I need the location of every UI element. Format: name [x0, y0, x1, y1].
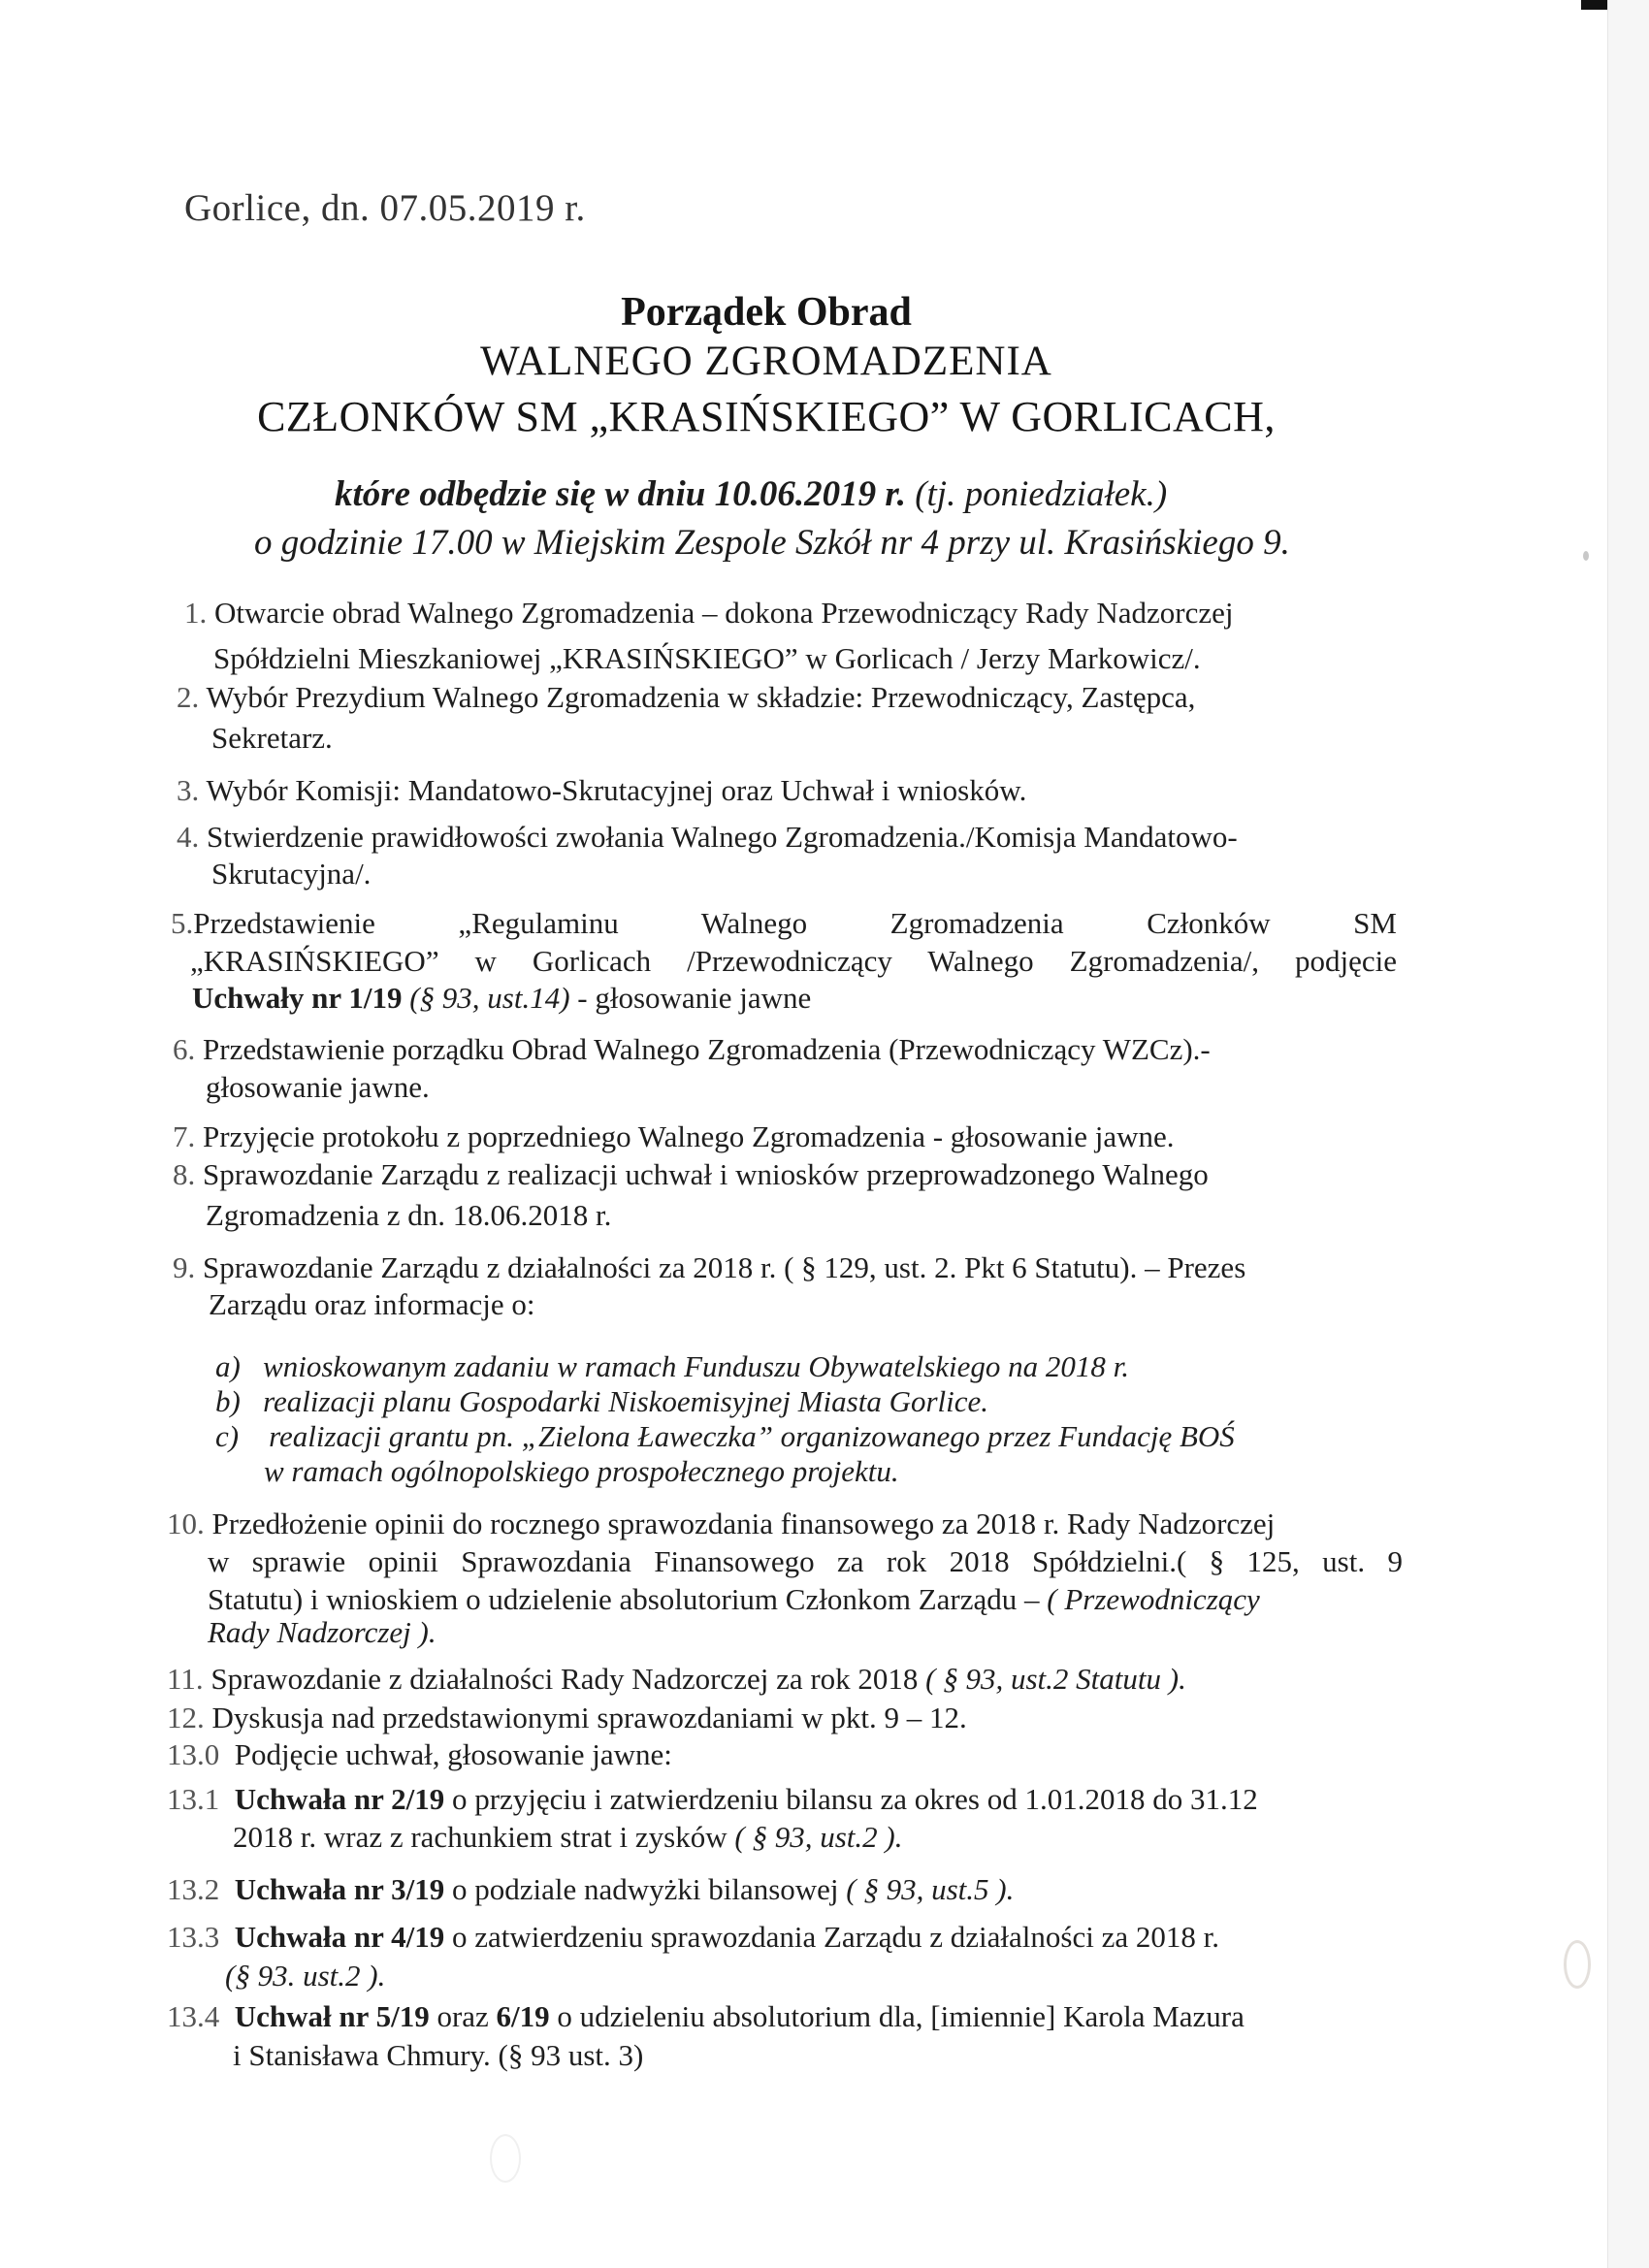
- resolution-3-19: Uchwała nr 3/19: [234, 1872, 445, 1906]
- scan-artifact-mark: [1564, 1940, 1591, 1989]
- document-date: Gorlice, dn. 07.05.2019 r.: [184, 187, 586, 229]
- agenda-item-13-3-line-2: (§ 93. ust.2 ).: [225, 1959, 386, 1993]
- meeting-date-line: [335, 473, 1167, 515]
- agenda-item-13-0: 13.0 Podjęcie uchwał, głosowanie jawne:: [167, 1737, 672, 1771]
- agenda-item-9-sub-c-line-2: w ramach ogólnopolskiego prospołecznego projektu.: [264, 1454, 899, 1488]
- title-line-1: Porządek Obrad: [621, 290, 912, 335]
- agenda-item-9-sub-c-line-1: c) realizacji grantu pn. „Zielona Ławeczka” organizowanego przez Fundację BOŚ: [215, 1419, 1235, 1453]
- resolution-2-19: Uchwała nr 2/19: [234, 1782, 445, 1816]
- agenda-item-9-sub-a: a) wnioskowanym zadaniu w ramach Funduszu Obywatelskiego na 2018 r.: [215, 1349, 1130, 1383]
- meeting-location-line: o godzinie 17.00 w Miejskim Zespole Szkół nr 4 przy ul. Krasińskiego 9.: [254, 523, 1290, 563]
- resolution-4-19: Uchwała nr 4/19: [234, 1920, 445, 1954]
- title-line-2: WALNEGO ZGROMADZENIA: [480, 339, 1052, 384]
- agenda-item-4-line-1: 4. Stwierdzenie prawidłowości zwołania Walnego Zgromadzenia./Komisja Mandatowo-: [177, 820, 1238, 854]
- meeting-date: które odbędzie się w dniu 10.06.2019 r.: [335, 474, 906, 514]
- agenda-item-13-3-line-1: 13.3 Uchwała nr 4/19 o zatwierdzeniu sprawozdania Zarządu z działalności za 2018 r.: [167, 1920, 1219, 1954]
- agenda-item-7: 7. Przyjęcie protokołu z poprzedniego Walnego Zgromadzenia - głosowanie jawne.: [173, 1119, 1175, 1153]
- agenda-item-4-line-2: Skrutacyjna/.: [211, 857, 372, 891]
- scan-artifact-mark: [490, 2134, 521, 2183]
- agenda-item-9-sub-b: b) realizacji planu Gospodarki Niskoemisyjnej Miasta Gorlice.: [215, 1384, 989, 1418]
- agenda-item-5-line-2: „KRASIŃSKIEGO” w Gorlicach /Przewodniczący Walnego Zgromadzenia/, podjęcie: [190, 944, 1397, 978]
- agenda-item-6-line-1: 6. Przedstawienie porządku Obrad Walnego Zgromadzenia (Przewodniczący WZCz).-: [173, 1032, 1211, 1066]
- title-line-3: CZŁONKÓW SM „KRASIŃSKIEGO” W GORLICACH,: [257, 393, 1276, 440]
- agenda-item-8-line-2: Zgromadzenia z dn. 18.06.2018 r.: [206, 1198, 612, 1232]
- agenda-item-9-line-2: Zarządu oraz informacje o:: [209, 1287, 535, 1321]
- agenda-item-2-line-1: 2. Wybór Prezydium Walnego Zgromadzenia w składzie: Przewodniczący, Zastępca,: [177, 680, 1196, 714]
- agenda-item-12: 12. Dyskusja nad przedstawionymi sprawozdaniami w pkt. 9 – 12.: [167, 1701, 967, 1734]
- agenda-item-5-line-3: Uchwały nr 1/19 (§ 93, ust.14) - głosowanie jawne: [192, 981, 812, 1015]
- scan-right-margin: [1607, 0, 1649, 2268]
- agenda-item-8-line-1: 8. Sprawozdanie Zarządu z realizacji uchwał i wniosków przeprowadzonego Walnego: [173, 1157, 1209, 1191]
- agenda-item-1-line-2: Spółdzielni Mieszkaniowej „KRASIŃSKIEGO” w Gorlicach / Jerzy Markowicz/.: [213, 641, 1201, 675]
- resolution-1-19: Uchwały nr 1/19: [192, 981, 403, 1015]
- agenda-item-10-line-3: Statutu) i wnioskiem o udzielenie absolutorium Członkom Zarządu – ( Przewodniczący: [208, 1582, 1260, 1616]
- agenda-item-2-line-2: Sekretarz.: [211, 721, 333, 755]
- scan-artifact-dot: [1583, 551, 1589, 561]
- agenda-item-13-4-line-2: i Stanisława Chmury. (§ 93 ust. 3): [233, 2038, 644, 2072]
- agenda-item-13-1-line-1: 13.1 Uchwała nr 2/19 o przyjęciu i zatwierdzeniu bilansu za okres od 1.01.2018 do 31.12: [167, 1782, 1258, 1816]
- agenda-item-3: 3. Wybór Komisji: Mandatowo-Skrutacyjnej oraz Uchwał i wniosków.: [177, 773, 1027, 807]
- agenda-item-5-line-1: 5.Przedstawienie „Regulaminu Walnego Zgromadzenia Członków SM: [171, 906, 1397, 940]
- agenda-item-10-line-2: w sprawie opinii Sprawozdania Finansowego za rok 2018 Spółdzielni.( § 125, ust. 9: [208, 1544, 1403, 1578]
- agenda-item-10-line-1: 10. Przedłożenie opinii do rocznego sprawozdania finansowego za 2018 r. Rady Nadzorczej: [167, 1507, 1276, 1540]
- agenda-item-10-line-4: Rady Nadzorczej ).: [208, 1615, 436, 1649]
- agenda-item-13-4-line-1: 13.4 Uchwał nr 5/19 oraz 6/19 o udzieleniu absolutorium dla, [imiennie] Karola Mazura: [167, 1999, 1245, 2033]
- agenda-item-11: 11. Sprawozdanie z działalności Rady Nadzorczej za rok 2018 ( § 93, ust.2 Statutu ).: [167, 1662, 1186, 1696]
- agenda-item-9-line-1: 9. Sprawozdanie Zarządu z działalności za 2018 r. ( § 129, ust. 2. Pkt 6 Statutu). – Prezes: [173, 1250, 1246, 1284]
- resolution-5-19: Uchwał nr 5/19: [234, 1999, 430, 2033]
- meeting-weekday: (tj. poniedziałek.): [905, 474, 1168, 514]
- agenda-item-13-2: 13.2 Uchwała nr 3/19 o podziale nadwyżki bilansowej ( § 93, ust.5 ).: [167, 1872, 1015, 1906]
- agenda-item-13-1-line-2: 2018 r. wraz z rachunkiem strat i zysków ( § 93, ust.2 ).: [233, 1820, 903, 1854]
- agenda-item-1-line-1: 1. Otwarcie obrad Walnego Zgromadzenia – dokona Przewodniczący Rady Nadzorczej: [184, 596, 1234, 630]
- resolution-6-19: 6/19: [496, 1999, 550, 2033]
- agenda-item-6-line-2: głosowanie jawne.: [206, 1070, 430, 1104]
